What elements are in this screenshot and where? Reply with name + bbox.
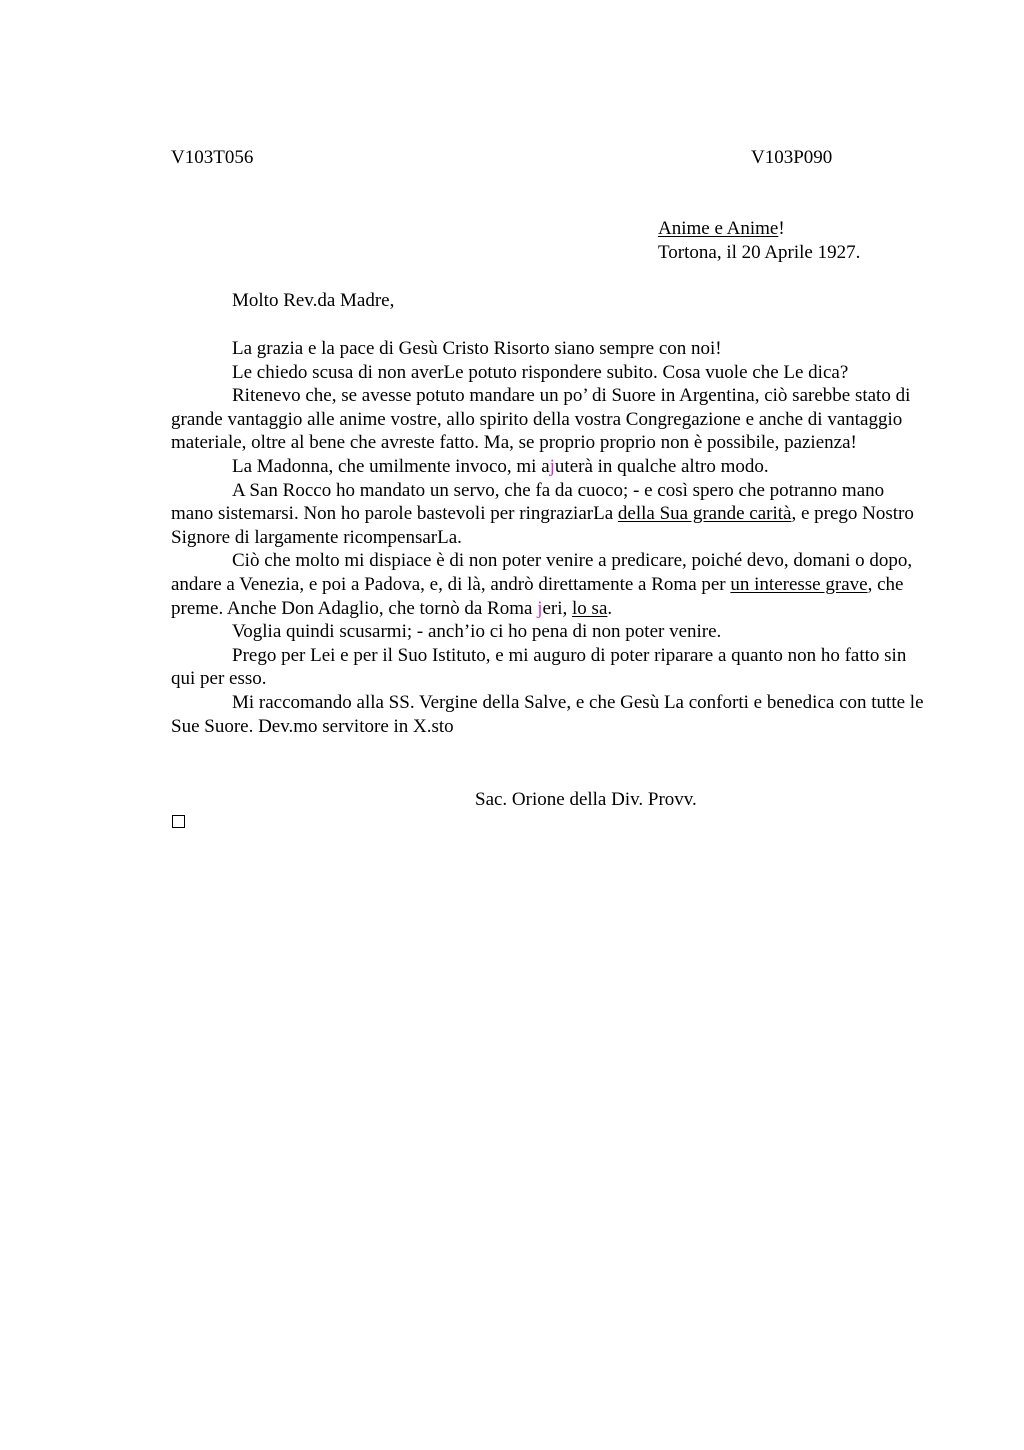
motto-underlined: Anime e Anime — [658, 218, 779, 239]
p5-text-after: , e prego Nostro Signore di largamente ricompensarLa. — [171, 503, 914, 548]
document-code-right: V103P090 — [751, 147, 833, 168]
document-code-left: V103T056 — [171, 147, 254, 168]
paragraph-8: Prego per Lei e per il Suo Istituto, e mi auguro di poter riparare a quanto non ho fatto sin qui per esso. — [171, 644, 907, 690]
motto — [658, 217, 860, 241]
paragraph-1: La grazia e la pace di Gesù Cristo Risorto siano sempre con noi! — [232, 338, 722, 359]
p6-text-middle-2: eri, — [542, 597, 573, 619]
motto-suffix: ! — [778, 218, 785, 239]
paragraph-4 — [171, 455, 931, 479]
paragraph-7: Voglia quindi scusarmi; - anch’io ci ho pena di non poter venire. — [232, 621, 722, 643]
p5-underlined: della Sua grande carità — [617, 503, 792, 525]
letter-body — [171, 337, 931, 738]
paragraph-9: Mi raccomando alla SS. Vergine della Salve, e che Gesù La conforti e benedica con tutte le Sue Suore. Dev.mo servitore in X.sto — [171, 691, 924, 737]
signature: Sac. Orione della Div. Provv. — [475, 789, 697, 810]
place-date: Tortona, il 20 Aprile 1927. — [658, 242, 861, 263]
checkbox-icon — [172, 815, 185, 828]
p4-text-after: uterà in qualche altro modo. — [554, 455, 769, 477]
paragraph-3: Ritenevo che, se avesse potuto mandare un po’ di Suore in Argentina, ciò sarebbe stato di grande vantaggio alle anime vostre, allo spirito della vostra Congregazione e anche di vantaggio materiale, oltre al bene che avreste fatto. Ma, se proprio proprio non è possibile, pazienza! — [171, 385, 911, 454]
p6-underlined-2: lo sa — [572, 597, 608, 619]
p6-text-after: . — [607, 597, 613, 619]
salutation: Molto Rev.da Madre, — [232, 290, 395, 311]
p6-underlined-1: un interesse grave — [730, 573, 868, 595]
paragraph-2: Le chiedo scusa di non averLe potuto rispondere subito. Cosa vuole che Le dica? — [232, 361, 849, 383]
motto-block — [658, 217, 860, 265]
p5-text-before: A San Rocco ho mandato un servo, che fa da cuoco; - e così spero che potranno mano mano sistemarsi. Non ho parole bastevoli per ringraziarLa — [171, 479, 885, 525]
p6-text-before: Ciò che molto mi dispiace è di non poter venire a predicare, poiché devo, domani o dopo, andare a Venezia, e poi a Padova, e, di là, andrò direttamente a Roma per — [171, 550, 913, 595]
p6-highlight: j — [537, 597, 543, 619]
p4-text-before: La Madonna, che umilmente invoco, mi a — [232, 455, 550, 477]
p6-text-middle: , che preme. Anche Don Adaglio, che tornò da Roma — [171, 573, 904, 619]
paragraph-5 — [171, 479, 931, 550]
paragraph-6 — [171, 549, 931, 620]
p4-highlight: j — [549, 455, 555, 477]
